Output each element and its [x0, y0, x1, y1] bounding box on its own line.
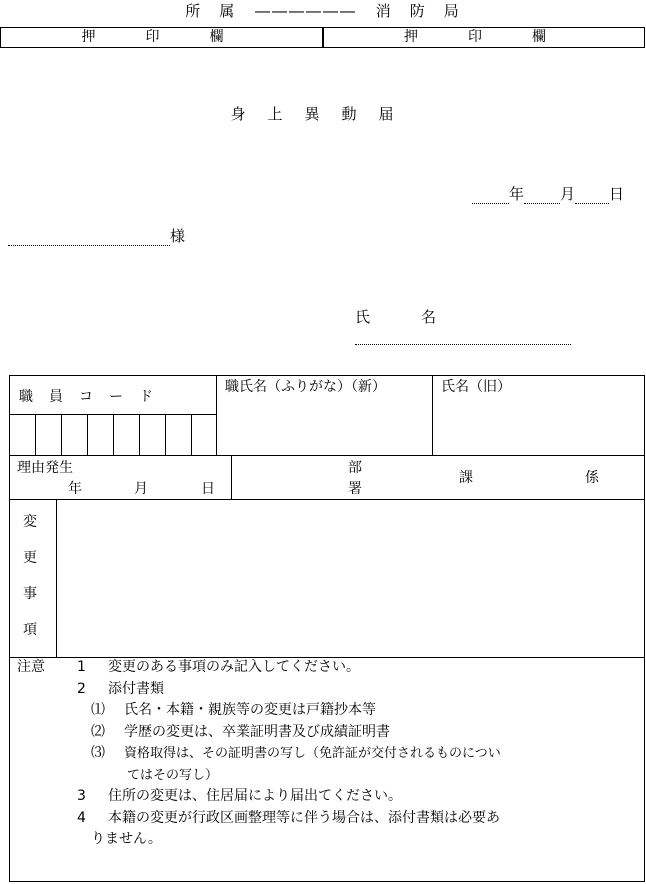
dept-bu-label: 部: [348, 460, 362, 476]
year-label: 年: [508, 185, 524, 203]
notes-item-2-2: ⑵ 学歴の変更は、卒業証明書及び成績証明書: [91, 723, 390, 740]
notes-item-2-3: ⑶ 資格取得は、その証明書の写し（免許証が交付されるものについ: [91, 745, 501, 761]
employee-code-label: 職 員 コ ー ド: [19, 389, 154, 405]
change-items-label-4: 項: [23, 622, 37, 638]
stamp-field-left[interactable]: [0, 27, 323, 48]
employee-code-boxes[interactable]: [10, 414, 216, 455]
notes-heading: 注意: [17, 659, 45, 675]
header-suffix: 消 防 局: [375, 2, 461, 20]
stamp-label-right: 押 印 欄: [404, 29, 564, 45]
notes-item-2-3-cont: てはその写し）: [127, 767, 219, 783]
notes-item-3: 3 住所の変更は、住居届により届出てください。: [77, 788, 402, 804]
addressee-suffix: 様: [170, 227, 186, 245]
reason-month-label: 月: [134, 481, 148, 497]
addressee-line: [8, 225, 185, 246]
old-name-label: 氏名（旧）: [441, 379, 511, 395]
stamp-field-right[interactable]: [323, 27, 645, 48]
notes-item-2: 2 添付書類: [77, 680, 164, 697]
reason-day-label: 日: [201, 481, 215, 497]
change-items-field[interactable]: [57, 500, 644, 657]
year-field[interactable]: [472, 189, 509, 204]
reason-year-label: 年: [68, 481, 82, 497]
dept-kakari-label: 係: [585, 470, 599, 486]
change-items-label-2: 更: [23, 550, 37, 566]
dept-sho-label: 署: [348, 481, 362, 497]
date-line: [472, 183, 624, 204]
dept-ka-label: 課: [459, 470, 473, 486]
new-name-label: 職氏名（ふりがな）（新）: [225, 379, 386, 395]
notes-item-4-cont: りません。: [91, 831, 162, 847]
header-blank: ――――――: [255, 2, 357, 20]
stamp-row: [0, 27, 645, 48]
organization-header: [0, 0, 646, 21]
header-prefix: 所 属: [185, 2, 237, 20]
change-items-label-1: 変: [23, 514, 37, 530]
notes-item-2-1: ⑴ 氏名・本籍・親族等の変更は戸籍抄本等: [91, 702, 376, 718]
day-field[interactable]: [575, 189, 609, 204]
change-notice-form: [9, 375, 645, 882]
notes-item-4: 4 本籍の変更が行政区画整理等に伴う場合は、添付書類は必要あ: [77, 809, 500, 826]
month-label: 月: [559, 185, 575, 203]
day-label: 日: [608, 185, 624, 203]
addressee-field[interactable]: [8, 231, 170, 246]
stamp-label-left: 押 印 欄: [81, 29, 242, 45]
signature-line: [355, 306, 646, 345]
signature-name-field[interactable]: [355, 330, 571, 345]
new-name-field[interactable]: [217, 394, 432, 455]
change-items-label-3: 事: [23, 586, 37, 602]
notes-item-1: 注意 1 変更のある事項のみ記入してください。: [17, 659, 360, 675]
signature-label: 氏 名: [355, 308, 455, 326]
month-field[interactable]: [524, 189, 560, 204]
notes-section: [17, 657, 501, 851]
document-title: 身上異動届: [230, 105, 416, 123]
old-name-field[interactable]: [433, 394, 644, 455]
reason-label: 理由発生: [17, 460, 73, 476]
